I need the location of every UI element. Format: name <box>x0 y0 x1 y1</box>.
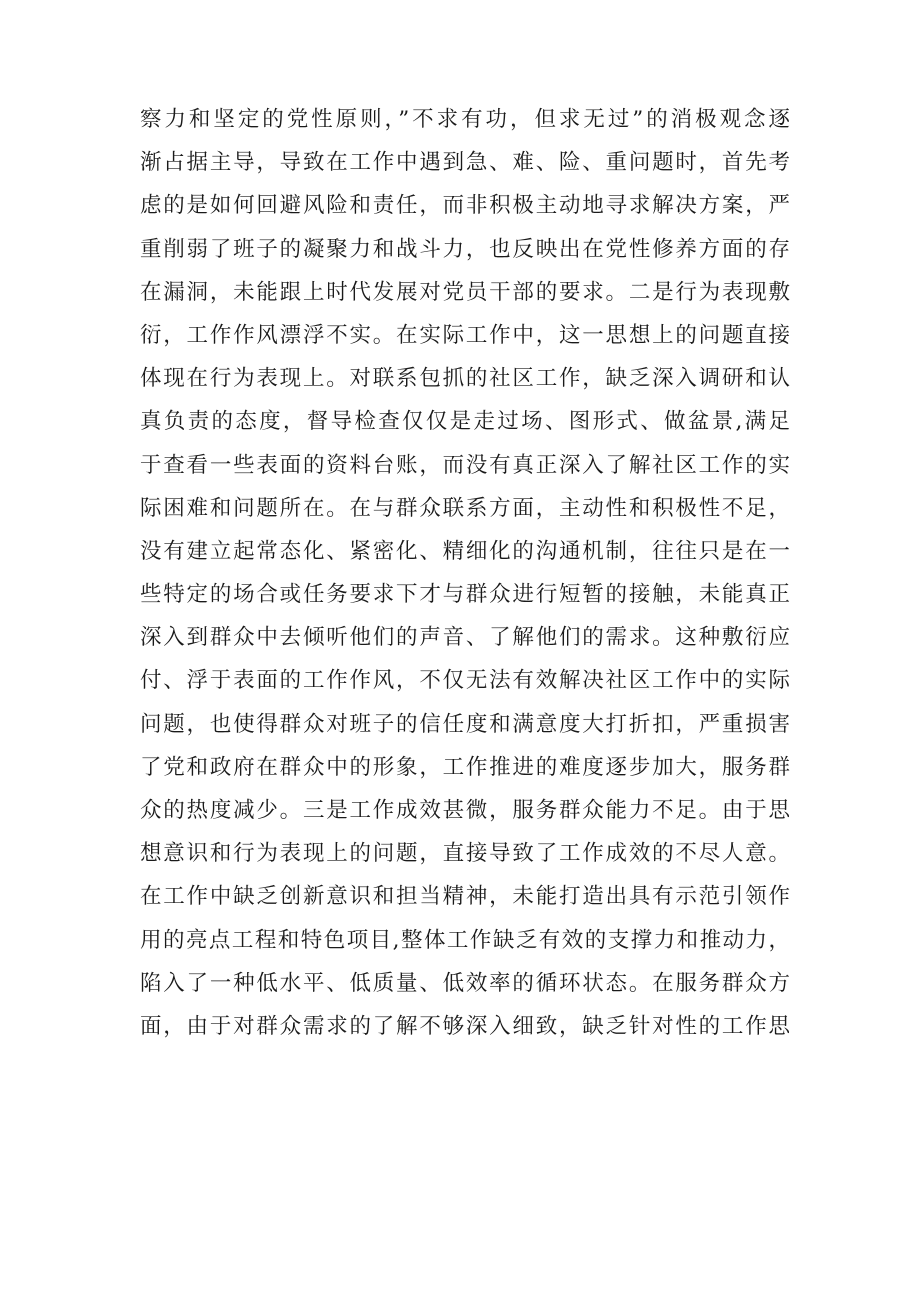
body-text <box>140 98 790 1048</box>
text-line: 体现在行为表现上。对联系包抓的社区工作，缺乏深入调研和认 <box>140 366 790 392</box>
text-line: 真负责的态度，督导检查仅仅是走过场、图形式、做盆景,满足 <box>140 409 790 435</box>
text-line: 想意识和行为表现上的问题，直接导致了工作成效的不尽人意。 <box>140 841 790 867</box>
text-line: 陷入了一种低水平、低质量、低效率的循环状态。在服务群众方 <box>140 970 790 996</box>
text-line: 用的亮点工程和特色项目,整体工作缺乏有效的支撑力和推动力， <box>140 927 790 953</box>
text-line: 众的热度减少。三是工作成效甚微，服务群众能力不足。由于思 <box>140 798 790 823</box>
text-line: 了党和政府在群众中的形象，工作推进的难度逐步加大，服务群 <box>140 754 790 780</box>
text-line: 深入到群众中去倾听他们的声音、了解他们的需求。这种敷衍应 <box>140 625 790 651</box>
text-line: 些特定的场合或任务要求下才与群众进行短暂的接触，未能真正 <box>140 582 790 608</box>
text-line: 没有建立起常态化、紧密化、精细化的沟通机制，往往只是在一 <box>140 538 790 564</box>
text-line: 于查看一些表面的资料台账，而没有真正深入了解社区工作的实 <box>140 452 790 478</box>
text-line: 在漏洞，未能跟上时代发展对党员干部的要求。二是行为表现敷 <box>140 279 790 305</box>
text-line: 察力和坚定的党性原则，”不求有功，但求无过”的消极观念逐 <box>140 107 790 132</box>
text-line: 际困难和问题所在。在与群众联系方面，主动性和积极性不足， <box>140 495 790 521</box>
text-line: 渐占据主导，导致在工作中遇到急、难、险、重问题时，首先考 <box>140 150 790 176</box>
text-line: 付、浮于表面的工作作风，不仅无法有效解决社区工作中的实际 <box>140 668 790 694</box>
text-line: 重削弱了班子的凝聚力和战斗力，也反映出在党性修养方面的存 <box>140 236 790 262</box>
text-line: 虑的是如何回避风险和责任，而非积极主动地寻求解决方案，严 <box>140 193 790 219</box>
text-line: 面，由于对群众需求的了解不够深入细致，缺乏针对性的工作思 <box>140 1013 790 1039</box>
text-line: 衍，工作作风漂浮不实。在实际工作中，这一思想上的问题直接 <box>140 322 790 348</box>
text-line: 问题，也使得群众对班子的信任度和满意度大打折扣，严重损害 <box>140 711 790 737</box>
text-line: 在工作中缺乏创新意识和担当精神，未能打造出具有示范引领作 <box>140 884 790 910</box>
